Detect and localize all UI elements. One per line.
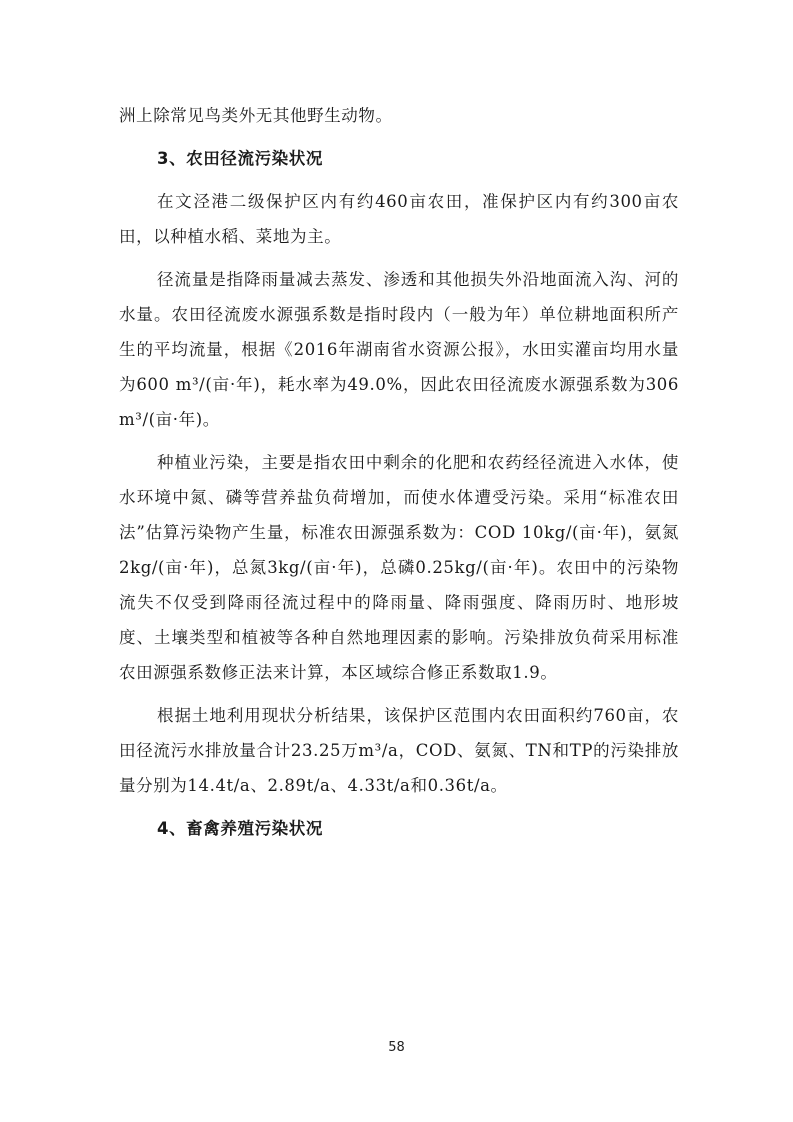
- planting-pollution-paragraph: 种植业污染，主要是指农田中剩余的化肥和农药经径流进入水体，使水环境中氮、磷等营养盐负荷增加，而使水体遭受污染。采用“标准农田法”估算污染物产生量，标准农田源强系数为：COD 10kg/(亩·年)，氨氮2kg/(亩·年)，总氮3kg/(亩·年)，总磷0.25kg/(亩·年)。农田中的污染物流失不仅受到降雨径流过程中的降雨量、降雨强度、降雨历时、地形坡度、土壤类型和植被等各种自然地理因素的影响。污染排放负荷采用标准农田源强系数修正法来计算，本区域综合修正系数取1.9。: [119, 453, 679, 682]
- page-number: 58: [388, 1040, 405, 1055]
- paragraph-gap: [119, 133, 679, 141]
- paragraph-gap: [119, 254, 679, 262]
- runoff-definition-paragraph: 径流量是指降雨量减去蒸发、渗透和其他损失外沿地面流入沟、河的水量。农田径流废水源强系数是指时段内（一般为年）单位耕地面积所产生的平均流量，根据《2016年湖南省水资源公报》，水田实灌亩均用水量为600 m³/(亩·年)，耗水率为49.0%，因此农田径流废水源强系数为306 m³/(亩·年)。: [119, 270, 679, 429]
- paragraph-gap: [119, 803, 679, 811]
- continuation-paragraph: 洲上除常见鸟类外无其他野生动物。: [119, 106, 393, 125]
- section-heading-3: 3、农田径流污染状况: [157, 149, 323, 168]
- document-body: [119, 98, 679, 846]
- discharge-result-paragraph: 根据土地利用现状分析结果，该保护区范围内农田面积约760亩，农田径流污水排放量合计23.25万m³/a，COD、氨氮、TN和TP的污染排放量分别为14.4t/a、2.89t/a、4.33t/a和0.36t/a。: [119, 706, 679, 795]
- paragraph-gap: [119, 176, 679, 184]
- section-heading-4: 4、畜禽养殖污染状况: [157, 819, 323, 838]
- paragraph-gap: [119, 690, 679, 698]
- paragraph-gap: [119, 437, 679, 445]
- farmland-area-paragraph: 在文泾港二级保护区内有约460亩农田，准保护区内有约300亩农田，以种植水稻、菜地为主。: [119, 192, 679, 246]
